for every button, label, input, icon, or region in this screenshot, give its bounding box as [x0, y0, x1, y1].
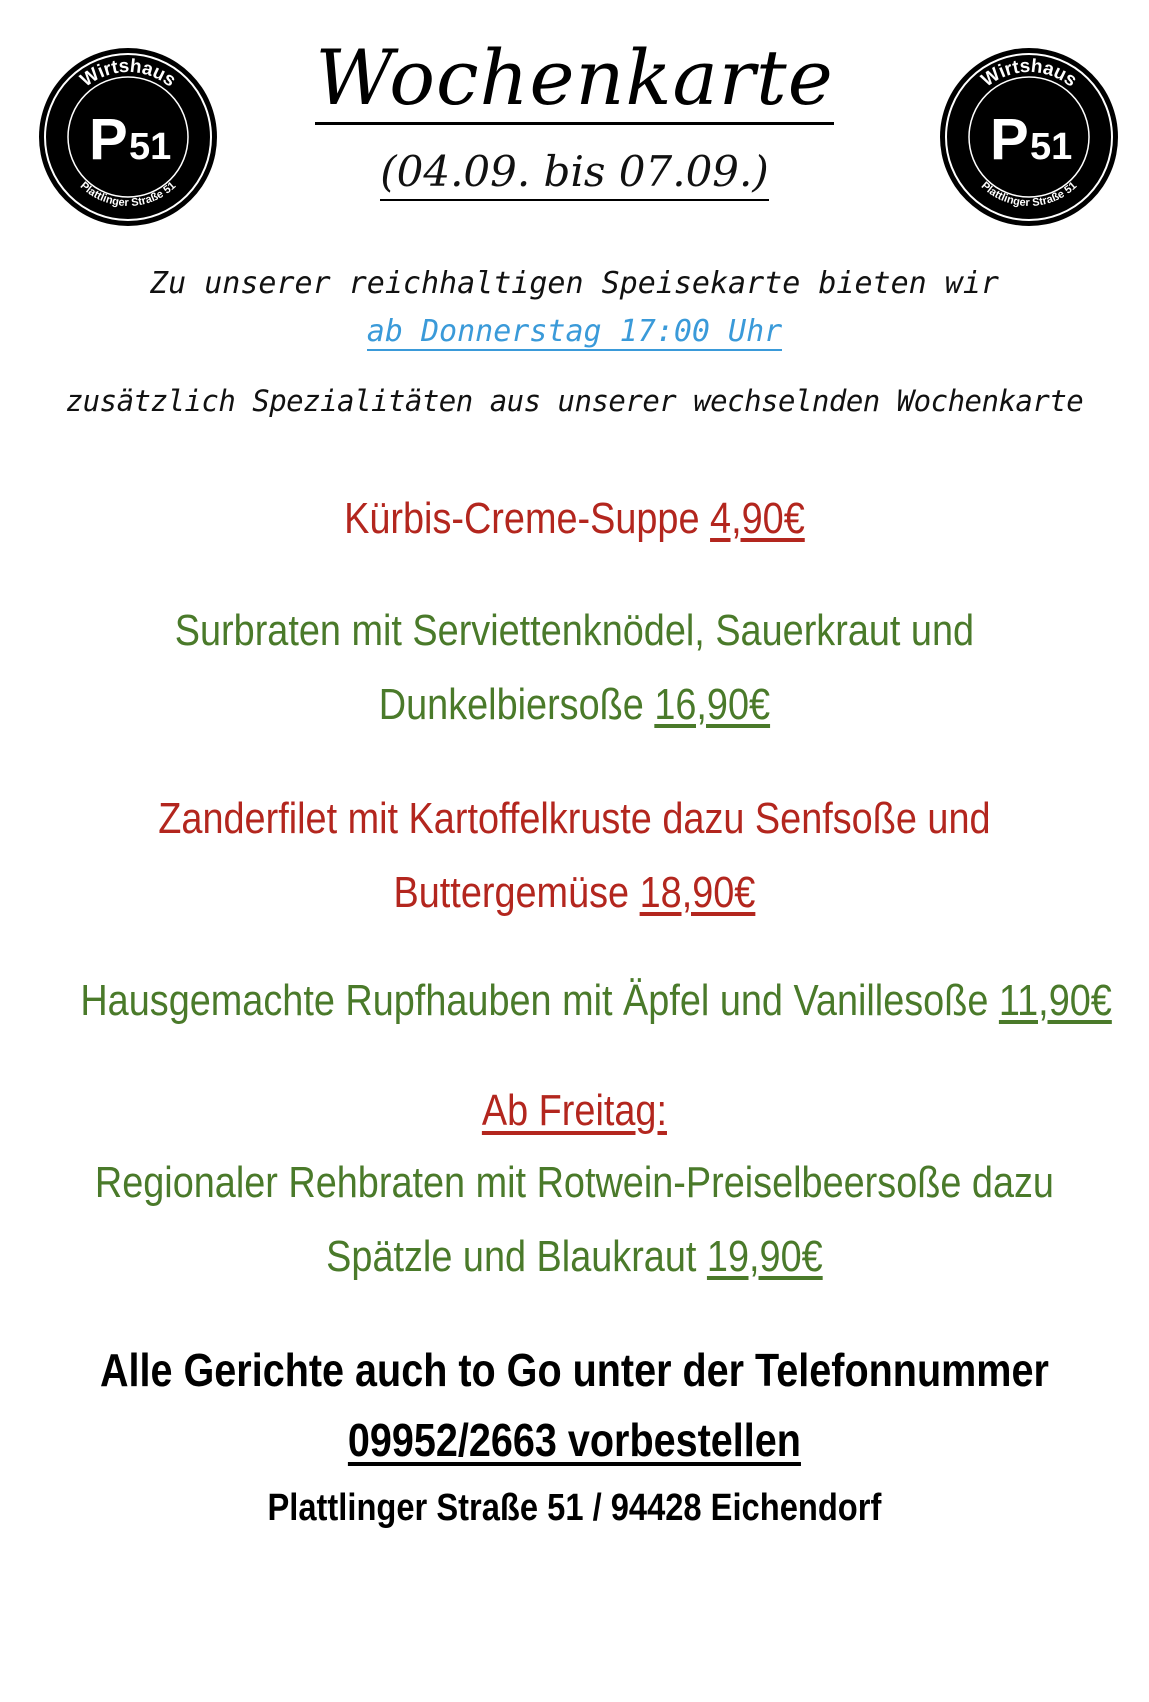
- dish-price: 4,90€: [710, 494, 805, 543]
- dish-3-line-1: [80, 782, 1068, 856]
- dish-name: Zanderfilet mit Kartoffelkruste dazu Senfsoße und: [158, 794, 991, 843]
- dish-5-heading: [80, 1074, 1068, 1148]
- logo-top-text: Wirtshaus: [977, 55, 1081, 92]
- page-title-text: Wochenkarte: [315, 34, 833, 125]
- dish-name: Hausgemachte Rupfhauben mit Äpfel und Vanillesoße: [80, 976, 989, 1025]
- footer-address: Plattlinger Straße 51 / 94428 Eichendorf: [267, 1487, 882, 1529]
- dish-5-line-2: [80, 1220, 1068, 1294]
- dish-2-line-2: [80, 668, 1068, 742]
- dish-heading: Ab Freitag:: [481, 1086, 667, 1135]
- footer-phone: [80, 1408, 1068, 1472]
- dish-name: Surbraten mit Serviettenknödel, Sauerkraut und: [174, 606, 975, 655]
- dish-name: Dunkelbiersoße: [378, 680, 644, 729]
- intro-line-2-text: ab Donnerstag 17:00 Uhr: [366, 314, 783, 349]
- footer-phone-text: 09952/2663 vorbestellen: [347, 1414, 801, 1466]
- logo-bottom-text: Plattlinger Straße 51: [77, 179, 179, 210]
- logo-number: 51: [129, 126, 172, 168]
- dish-4: [80, 964, 1112, 1038]
- logo-number: 51: [1030, 126, 1073, 168]
- footer-to-go: Alle Gerichte auch to Go unter der Telefonnummer: [99, 1344, 1049, 1396]
- dish-3-line-2: [80, 856, 1068, 930]
- dish-price: 18,90€: [639, 868, 756, 917]
- page-title: [0, 30, 1149, 126]
- dish-5-line-1: [80, 1146, 1068, 1220]
- logo-letter: P: [89, 107, 128, 172]
- dish-name: Buttergemüse: [393, 868, 630, 917]
- dish-2-line-1: [80, 594, 1068, 668]
- date-range-text: (04.09. bis 07.09.): [380, 145, 769, 201]
- dish-name: Regionaler Rehbraten mit Rotwein-Preiselbeersoße dazu: [94, 1158, 1054, 1207]
- date-range: [0, 142, 1149, 202]
- dish-name: Kürbis-Creme-Suppe: [344, 494, 700, 543]
- intro-line-1: Zu unserer reichhaltigen Speisekarte bieten wir: [150, 266, 999, 301]
- dish-price: 16,90€: [654, 680, 771, 729]
- intro-line-2: [0, 314, 1149, 349]
- dish-1: [80, 482, 1068, 556]
- intro-line-3: zusätzlich Spezialitäten aus unserer wechselnden Wochenkarte: [65, 384, 1084, 418]
- logo-bottom-text: Plattlinger Straße 51: [978, 179, 1080, 210]
- dish-price: 11,90€: [998, 976, 1112, 1025]
- logo-letter: P: [990, 107, 1029, 172]
- dish-name: Spätzle und Blaukraut: [326, 1232, 697, 1281]
- dish-price: 19,90€: [706, 1232, 823, 1281]
- logo-top-text: Wirtshaus: [76, 55, 180, 92]
